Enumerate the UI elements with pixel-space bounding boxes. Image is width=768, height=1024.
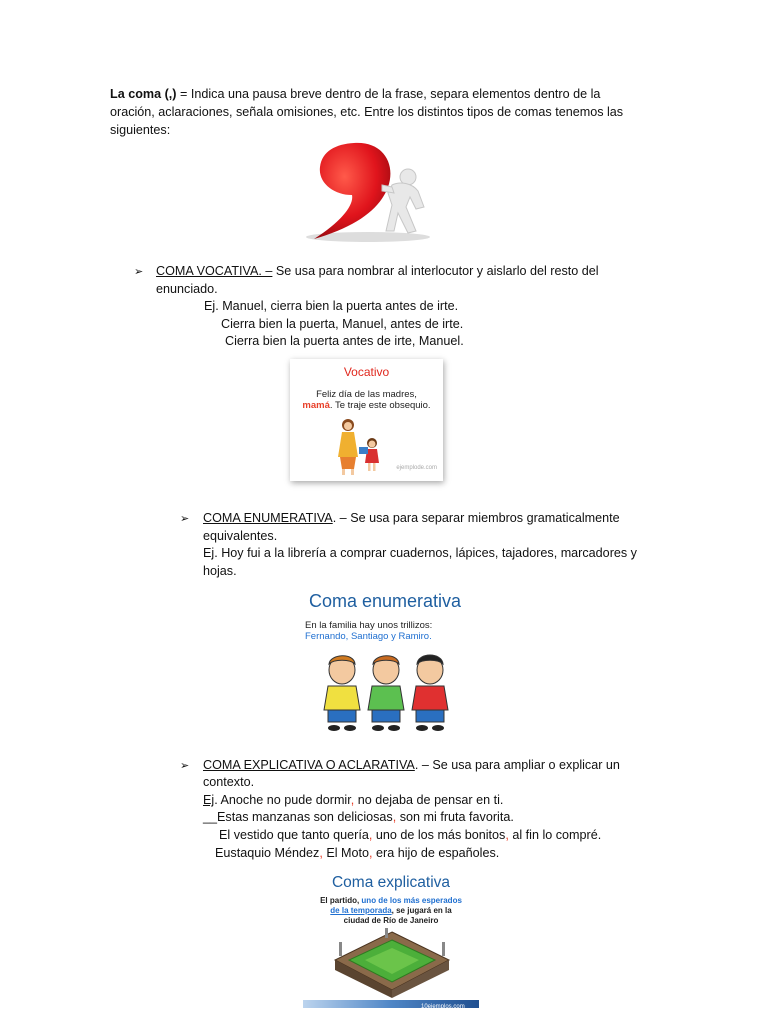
highlighted-comma: ,: [350, 793, 355, 807]
text-segment: son mi fruta favorita.: [396, 810, 514, 824]
text-segment: era hijo de españoles.: [372, 846, 500, 860]
highlighted-comma: ,: [368, 828, 373, 842]
text-segment: uno de los más bonitos: [372, 828, 506, 842]
vocativa-example-1: Ej. Manuel, cierra bien la puerta antes de irte.: [204, 299, 459, 313]
vocativo-card-highlight: mamá: [302, 400, 330, 411]
enumerativa-line-2: equivalentes.: [203, 529, 278, 543]
explicativa-image-footer-text: 10ejemplos.com: [421, 1004, 465, 1010]
vocativo-card-title: Vocativo: [343, 365, 390, 379]
vocativa-description: Se usa para nombrar al interlocutor y aislarlo del resto del: [272, 264, 599, 278]
highlighted-comma: ,: [369, 846, 373, 860]
enumerativa-example-1: Ej. Hoy fui a la librería a comprar cuadernos, lápices, tajadores, marcadores y: [203, 546, 637, 560]
explicativa-image-title: Coma explicativa: [331, 874, 451, 891]
explicativa-description: . – Se usa para ampliar o explicar un: [414, 758, 620, 772]
bullet-arrow-icon: ➢: [134, 266, 144, 278]
intro-definition: = Indica una pausa breve dentro de la frase, separa elementos dentro de la: [176, 87, 601, 101]
vocativa-example-3: Cierra bien la puerta antes de irte, Manuel.: [225, 334, 464, 348]
bullet-arrow-icon: ➢: [180, 760, 190, 772]
vocativo-card-text-1: Feliz día de las madres,: [316, 389, 417, 400]
vocativo-card-watermark: ejemplode.com: [396, 465, 437, 472]
vocativo-card-rest: . Te traje este obsequio.: [329, 400, 431, 411]
highlighted-comma: ,: [392, 810, 397, 824]
intro-line-2: oración, aclaraciones, señala omisiones, etc. Entre los distintos tipos de comas tenemos las: [110, 105, 624, 119]
vocativa-heading: COMA VOCATIVA. –: [156, 264, 273, 278]
vocativa-line-2: enunciado.: [156, 282, 218, 296]
text-segment: Eustaquio Méndez: [215, 846, 320, 860]
text-segment: El Moto: [322, 846, 370, 860]
enumerativa-image-title: Coma enumerativa: [308, 591, 462, 611]
enumerativa-image-text-1: En la familia hay unos trillizos:: [305, 620, 433, 631]
triplets-illustration: [320, 650, 455, 732]
mother-child-illustration: [328, 417, 398, 477]
enumerativa-line-1: [203, 510, 620, 528]
enumerativa-image-text-2: Fernando, Santiago y Ramiro.: [305, 631, 432, 642]
enumerativa-example-2: hojas.: [203, 564, 237, 578]
explicativa-example-3: [219, 827, 601, 845]
vocativa-line-1: [156, 263, 599, 281]
bullet-arrow-icon: ➢: [180, 513, 190, 525]
intro-line-1: [110, 86, 600, 104]
enumerativa-heading: COMA ENUMERATIVA: [203, 511, 333, 525]
explicativa-line-1: [203, 757, 620, 775]
explicativa-image-text-3: ciudad de Río de Janeiro: [343, 916, 439, 925]
explicativa-image-text-1: [303, 896, 479, 906]
vocativa-example-2: Cierra bien la puerta, Manuel, antes de irte.: [221, 317, 464, 331]
text-segment: no dejaba de pensar en ti.: [354, 793, 504, 807]
highlighted-comma: ,: [319, 846, 323, 860]
term-coma: La coma (,): [110, 87, 177, 101]
stadium-illustration: [331, 928, 453, 998]
boy-right: [412, 655, 448, 731]
explicativa-example-2: [203, 809, 514, 827]
text-segment: . Anoche no pude dormir: [214, 793, 351, 807]
vocativo-card-text-2: [290, 400, 443, 411]
boy-middle: [368, 656, 404, 731]
explicativa-example-1: [203, 792, 503, 810]
vocativo-card: [290, 359, 443, 481]
explicativa-heading: COMA EXPLICATIVA O ACLARATIVA: [203, 758, 415, 772]
explicativa-image-text-2: [303, 906, 479, 916]
text-segment: El vestido que tanto quería: [219, 828, 369, 842]
boy-left: [324, 656, 360, 731]
comma-pushing-illustration: [296, 135, 441, 243]
text-segment: , se jugará en la: [391, 906, 452, 915]
highlighted-comma: ,: [505, 828, 509, 842]
enumerativa-description: . – Se usa para separar miembros gramaticalmente: [332, 511, 620, 525]
highlighted-phrase: de la temporada: [330, 906, 392, 915]
highlighted-phrase: uno de los más esperados: [361, 896, 462, 905]
text-segment: al fin lo compré.: [508, 828, 602, 842]
red-comma-shape: [314, 143, 390, 239]
enumerativa-image: [290, 588, 480, 733]
ej-label: Ej: [203, 793, 215, 807]
underscore-prefix: __: [203, 810, 218, 824]
explicativa-example-4: [215, 845, 499, 863]
text-segment: El partido,: [320, 896, 362, 905]
text-segment: Estas manzanas son deliciosas: [217, 810, 393, 824]
intro-line-3: siguientes:: [110, 123, 171, 137]
explicativa-line-2: contexto.: [203, 775, 255, 789]
explicativa-image: [303, 870, 479, 1010]
